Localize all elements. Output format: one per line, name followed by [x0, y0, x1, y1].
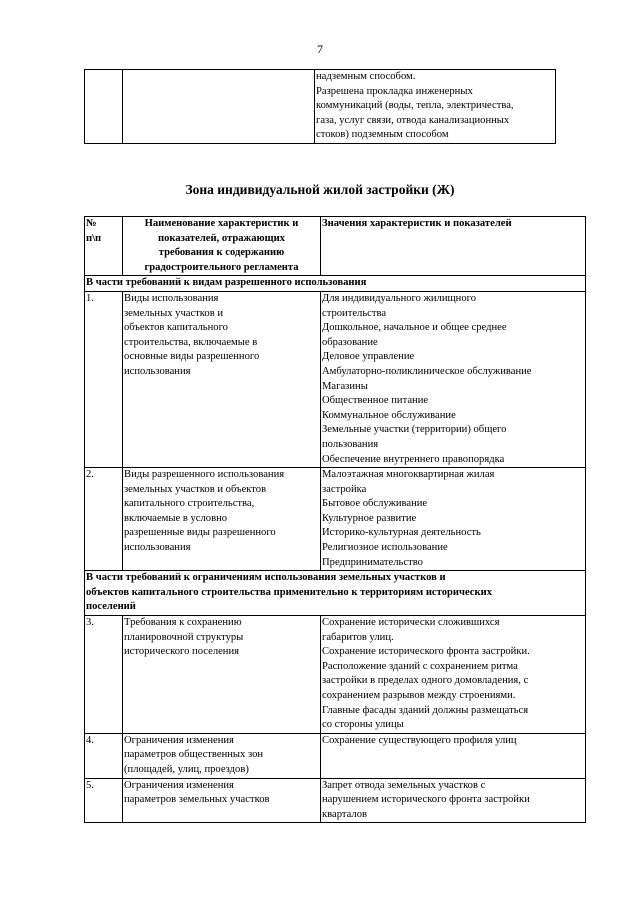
- header-num-cell: [85, 217, 123, 276]
- text-line: требования к содержанию: [158, 247, 285, 259]
- row-name-cell: [123, 616, 321, 734]
- continuation-value-cell: [315, 70, 556, 144]
- row-num-cell: 4.: [85, 733, 123, 778]
- text-line: застройка: [322, 483, 367, 495]
- table-row: [85, 468, 586, 571]
- text-line: п\п: [86, 232, 102, 244]
- text-line: показателей, отражающих: [158, 232, 285, 244]
- table-row: [85, 616, 586, 734]
- row-num-cell: 2.: [85, 468, 123, 571]
- row-num-cell: 1.: [85, 291, 123, 467]
- row-value-cell: [321, 468, 586, 571]
- row-name-cell: [123, 468, 321, 571]
- table-header-row: [85, 217, 586, 276]
- text-line: Главные фасады зданий должны размещаться: [322, 704, 529, 716]
- text-line: стоков) подземным способом: [316, 129, 449, 141]
- text-line: кварталов: [322, 808, 368, 820]
- text-line: параметров общественных зон: [124, 749, 264, 761]
- row-name-cell: [123, 778, 321, 823]
- row-num-cell: 5.: [85, 778, 123, 823]
- text-line: со стороны улицы: [322, 719, 404, 731]
- text-line: Обеспечение внутреннего правопорядка: [322, 453, 505, 465]
- text-line: Виды разрешенного использования: [124, 469, 285, 481]
- text-line: капитального строительства,: [124, 498, 255, 510]
- text-line: Земельные участки (территории) общего: [322, 424, 507, 436]
- row-value-cell: [321, 291, 586, 467]
- text-line: Общественное питание: [322, 395, 429, 407]
- text-line: В части требований к ограничениям использования земельных участков и: [86, 572, 446, 584]
- text-line: Сохранение исторического фронта застройки.: [322, 646, 530, 658]
- text-line: Виды использования: [124, 292, 219, 304]
- text-line: Деловое управление: [322, 351, 415, 363]
- row-value-cell: [321, 616, 586, 734]
- text-line: строительства: [322, 307, 387, 319]
- section-header-row: [85, 571, 586, 616]
- row-name-cell: [123, 733, 321, 778]
- table-row: [85, 733, 586, 778]
- text-line: поселений: [86, 601, 136, 613]
- row-value-cell: [321, 778, 586, 823]
- text-line: Ограничения изменения: [124, 734, 234, 746]
- text-line: (площадей, улиц, проездов): [124, 763, 249, 775]
- row-value-cell: [321, 733, 586, 778]
- text-line: пользования: [322, 438, 379, 450]
- text-line: земельных участков и объектов: [124, 483, 267, 495]
- text-line: Предпринимательство: [322, 556, 423, 568]
- section-title-cell: [85, 571, 586, 616]
- text-line: градостроительного регламента: [144, 261, 299, 273]
- row-name-cell: [123, 291, 321, 467]
- text-line: Разрешена прокладка инженерных: [316, 85, 473, 97]
- text-line: земельных участков и: [124, 307, 224, 319]
- text-line: Малоэтажная многоквартирная жилая: [322, 469, 495, 481]
- text-line: Культурное развитие: [322, 512, 417, 524]
- header-value-cell: [321, 217, 586, 276]
- regulation-table: [84, 216, 586, 823]
- text-line: разрешенные виды разрешенного: [124, 527, 276, 539]
- text-line: №: [86, 218, 97, 229]
- header-name-cell: [123, 217, 321, 276]
- section-title-cell: [85, 276, 586, 292]
- text-line: использования: [124, 542, 191, 554]
- text-line: Запрет отвода земельных участков с: [322, 779, 486, 791]
- table-row: [85, 778, 586, 823]
- text-line: Наименование характеристик и: [144, 218, 299, 229]
- text-line: планировочной структуры: [124, 631, 244, 643]
- text-line: Амбулаторно-поликлиническое обслуживание: [322, 365, 532, 377]
- text-line: образование: [322, 336, 378, 348]
- text-line: Сохранение существующего профиля улиц: [322, 734, 517, 746]
- continuation-table: [84, 69, 556, 144]
- text-line: Коммунальное обслуживание: [322, 409, 456, 421]
- text-line: Расположение зданий с сохранением ритма: [322, 660, 518, 672]
- text-line: надземным способом.: [316, 71, 416, 82]
- zone-title: Зона индивидуальной жилой застройки (Ж): [185, 182, 455, 197]
- text-line: застройки в пределах одного домовладения, с: [322, 675, 529, 687]
- text-line: габаритов улиц.: [322, 631, 394, 643]
- text-line: В части требований к видам разрешенного использования: [86, 277, 367, 289]
- text-line: включаемые в условно: [124, 512, 228, 524]
- table-row: [85, 291, 586, 467]
- page-number: 7: [317, 42, 323, 56]
- text-line: коммуникаций (воды, тепла, электричества,: [316, 100, 514, 112]
- text-line: Дошкольное, начальное и общее среднее: [322, 322, 507, 334]
- text-line: Историко-культурная деятельность: [322, 527, 481, 539]
- text-line: Требования к сохранению: [124, 617, 242, 629]
- text-line: Бытовое обслуживание: [322, 498, 428, 510]
- continuation-num-cell: [85, 70, 123, 144]
- continuation-name-cell: [123, 70, 315, 144]
- continuation-row: [85, 70, 556, 144]
- text-line: параметров земельных участков: [124, 794, 270, 806]
- text-line: Сохранение исторически сложившихся: [322, 617, 500, 629]
- section-header-row: [85, 276, 586, 292]
- text-line: газа, услуг связи, отвода канализационных: [316, 114, 510, 126]
- text-line: Для индивидуального жилищного: [322, 292, 477, 304]
- text-line: Ограничения изменения: [124, 779, 234, 791]
- text-line: Значения характеристик и показателей: [322, 218, 512, 229]
- text-line: Магазины: [322, 380, 368, 392]
- text-line: использования: [124, 365, 191, 377]
- text-line: основные виды разрешенного: [124, 351, 260, 363]
- text-line: объектов капитального: [124, 322, 228, 334]
- text-line: строительства, включаемые в: [124, 336, 258, 348]
- text-line: Религиозное использование: [322, 542, 448, 554]
- text-line: исторического поселения: [124, 646, 240, 658]
- text-line: сохранением разрывов между строениями.: [322, 690, 516, 701]
- text-line: нарушением исторического фронта застройки: [322, 794, 530, 806]
- row-num-cell: 3.: [85, 616, 123, 734]
- text-line: объектов капитального строительства применительно к территориям исторических: [86, 586, 492, 598]
